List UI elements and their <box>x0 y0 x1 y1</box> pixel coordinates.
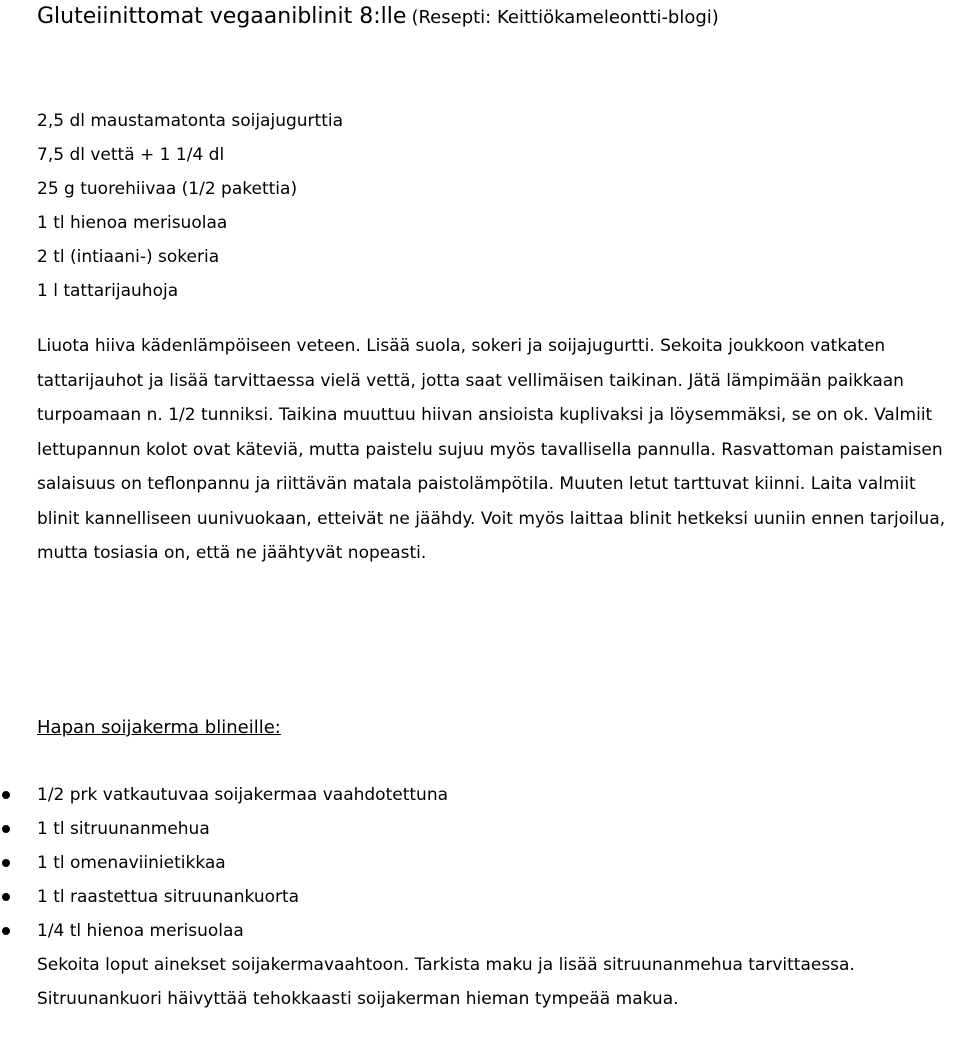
bullet-icon <box>2 825 10 833</box>
sauce-ingredient-item <box>0 914 448 948</box>
sauce-heading: Hapan soijakerma blineille: <box>37 717 281 738</box>
recipe-title: Gluteiinittomat vegaaniblinit 8:lle <box>37 4 407 29</box>
bullet-icon <box>2 927 10 935</box>
bullet-icon <box>2 859 10 867</box>
ingredient-item: 2,5 dl maustamatonta soijajugurttia <box>37 111 343 131</box>
sauce-ingredient-item <box>0 846 448 880</box>
ingredient-item: 2 tl (intiaani-) sokeria <box>37 247 220 267</box>
sauce-ingredient-item <box>0 880 448 914</box>
ingredient-item: 1 tl hienoa merisuolaa <box>37 213 228 233</box>
ingredient-item: 7,5 dl vettä + 1 1/4 dl <box>37 145 225 165</box>
recipe-instructions: Liuota hiiva kädenlämpöiseen veteen. Lisää suola, sokeri ja soijajugurtti. Sekoita joukkoon vatkaten tattarijauhot ja lisää tarvittaessa vielä vettä, jotta saat vellimäisen taikinan. Jätä lämpimään paikkaan turpoamaan n. 1/2 tunniksi. Taikina muuttuu hiivan ansioista kuplivaksi ja löysemmäksi, se on ok. Valmiit lettupannun kolot ovat käteviä, mutta paistelu sujuu myös tavallisella pannulla. Rasvattoman paistamisen salaisuus on teflonpannu ja riittävän matala paistolämpötila. Muuten letut tarttuvat kiinni. Laita valmiit blinit kannelliseen uunivuokaan, etteivät ne jäähdy. Voit myös laittaa blinit hetkeksi uuniin ennen tarjoilua, mutta tosiasia on, että ne jäähtyvät nopeasti. <box>37 336 946 563</box>
ingredient-list <box>37 104 343 308</box>
bullet-icon <box>2 893 10 901</box>
sauce-instructions: Sekoita loput ainekset soijakermavaahtoon. Tarkista maku ja lisää sitruunanmehua tarvittaessa. Sitruunankuori häivyttää tehokkaasti soijakerman hieman tympeää makua. <box>37 955 855 1009</box>
sauce-ingredient-text: 1/4 tl hienoa merisuolaa <box>37 921 244 941</box>
recipe-source: (Resepti: Keittiökameleontti-blogi) <box>411 7 719 28</box>
sauce-ingredient-text: 1/2 prk vatkautuvaa soijakermaa vaahdotettuna <box>37 785 449 805</box>
ingredient-item: 25 g tuorehiivaa (1/2 pakettia) <box>37 179 298 199</box>
sauce-ingredient-list <box>0 778 448 948</box>
title-line <box>37 0 719 35</box>
sauce-ingredient-item <box>0 812 448 846</box>
sauce-ingredient-item <box>0 778 448 812</box>
ingredient-item: 1 l tattarijauhoja <box>37 281 179 301</box>
sauce-ingredient-text: 1 tl raastettua sitruunankuorta <box>37 887 300 907</box>
bullet-icon <box>2 791 10 799</box>
sauce-ingredient-text: 1 tl sitruunanmehua <box>37 819 210 839</box>
sauce-ingredient-text: 1 tl omenaviinietikkaa <box>37 853 226 873</box>
